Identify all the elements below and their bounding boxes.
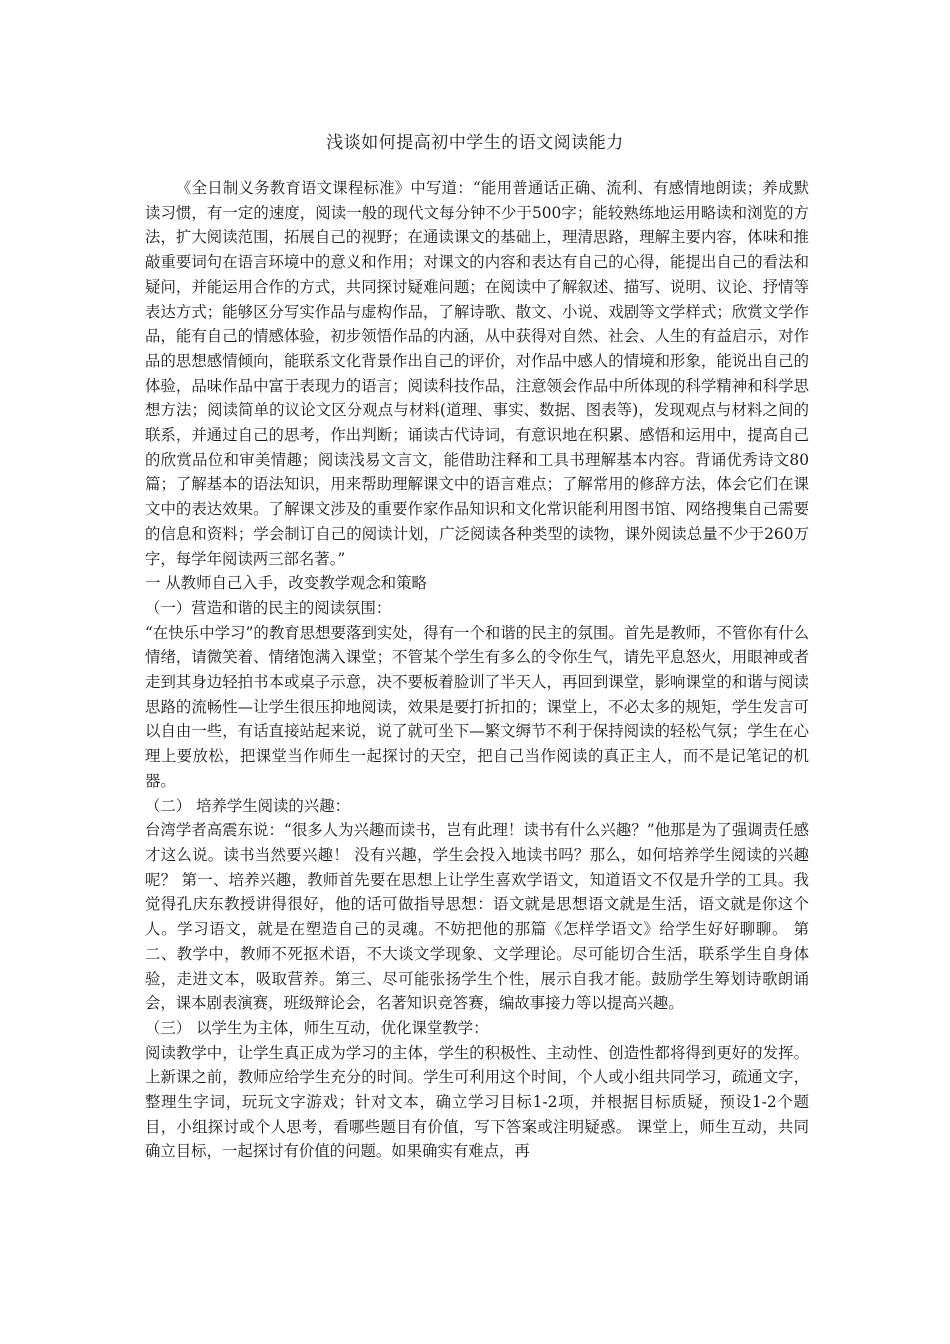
paragraph-atmosphere: “在快乐中学习”的教育思想要落到实处，得有一个和谐的民主的氛围。首先是教师，不管你有什么情绪，请微笑着、情绪饱满入课堂；不管某个学生有多么的令你生气，请先平息怒火，用眼神或者走到其身边轻拍书本或桌子示意，决不要板着脸训了半天人，再回到课堂，影响课堂的和谐与阅读思路的流畅性—让学生很压抑地阅读，效果是要打折扣的；课堂上，不必太多的规矩，学生发言可以自由一些，有话直接站起来说，说了就可坐下—繁文缛节不利于保持阅读的轻松气氛；学生在心理上要放松，把课堂当作师生一起探讨的天空，把自己当作阅读的真正主人，而不是记笔记的机器。 [145, 623, 809, 790]
subsection-heading-1: （一）营造和谐的民主的阅读氛围： [145, 598, 392, 617]
paragraph-interest: 台湾学者高震东说：“很多人为兴趣而读书，岂有此理！读书有什么兴趣？”他那是为了强调责任感才这么说。读书当然要兴趣！ 没有兴趣，学生会投入地读书吗？那么，如何培养学生阅读的兴趣呢？ 第一、培养兴趣，教师首先要在思想上让学生喜欢学语文，知道语文不仅是升学的工具。我觉得孔庆东教授讲得很好，他的话可做指导思想：语文就是思想语文就是生活，语文就是你这个人。学习语文，就是在塑造自己的灵魂。不妨把他的那篇《怎样学语文》给学生好好聊聊。 第二、教学中，教师不死抠术语，不大谈文学现象、文学理论。尽可能切合生活，联系学生自身体验，走进文本，吸取营养。第三、尽可能张扬学生个性，展示自我才能。鼓励学生筹划诗歌朗诵会，课本剧表演赛，班级辩论会，名著知识竞答赛，编故事接力等以提高兴趣。 [145, 821, 809, 1013]
subsection-heading-2: （二） 培养学生阅读的兴趣： [145, 796, 350, 815]
paragraph-curriculum-standard: 《全日制义务教育语文课程标准》中写道：“能用普通话正确、流利、有感情地朗读；养成默读习惯，有一定的速度，阅读一般的现代文每分钟不少于500字；能较熟练地运用略读和浏览的方法，扩大阅读范围，拓展自己的视野；在通读课文的基础上，理清思路，理解主要内容，体味和推敲重要词句在语言环境中的意义和作用；对课文的内容和表达有自己的心得，能提出自己的看法和疑问，并能运用合作的方式，共同探讨疑难问题；在阅读中了解叙述、描写、说明、议论、抒情等表达方式；能够区分写实作品与虚构作品，了解诗歌、散文、小说、戏剧等文学样式；欣赏文学作品，能有自己的情感体验，初步领悟作品的内涵，从中获得对自然、社会、人生的有益启示，对作品的思想感情倾向，能联系文化背景作出自己的评价，对作品中感人的情境和形象，能说出自己的体验，品味作品中富于表现力的语言；阅读科技作品，注意领会作品中所体现的科学精神和科学思想方法；阅读简单的议论文区分观点与材料(道理、事实、数据、图表等)，发现观点与材料之间的联系，并通过自己的思考，作出判断；诵读古代诗词，有意识地在积累、感悟和运用中，提高自己的欣赏品位和审美情趣；阅读浅易文言文，能借助注释和工具书理解基本内容。背诵优秀诗文80篇；了解基本的语法知识，用来帮助理解课文中的语言难点；了解常用的修辞方法，体会它们在课文中的表达效果。了解课文涉及的重要作家作品知识和文化常识能利用图书馆、网络搜集自己需要的信息和资料；学会制订自己的阅读计划，广泛阅读各种类型的读物，课外阅读总量不少于260万字，每学年阅读两三部名著。” [145, 179, 809, 568]
document-body [145, 176, 809, 1164]
subsection-heading-3: （三） 以学生为主体，师生互动，优化课堂教学： [145, 1018, 489, 1037]
document-title: 浅谈如何提高初中学生的语文阅读能力 [326, 133, 624, 153]
paragraph-student-centered: 阅读教学中，让学生真正成为学习的主体，学生的积极性、主动性、创造性都将得到更好的发挥。上新课之前，教师应给学生充分的时间。学生可利用这个时间，个人或小组共同学习，疏通文字，整理生字词，玩玩文字游戏；针对文本，确立学习目标1-2项，并根据目标质疑，预设1-2个题目，小组探讨或个人思考，看哪些题目有价值，写下答案或注明疑惑。 课堂上，师生互动，共同确立目标，一起探讨有价值的问题。如果确实有难点，再 [145, 1043, 809, 1161]
section-heading-1: 一 从教师自己入手，改变教学观念和策略 [145, 574, 427, 593]
